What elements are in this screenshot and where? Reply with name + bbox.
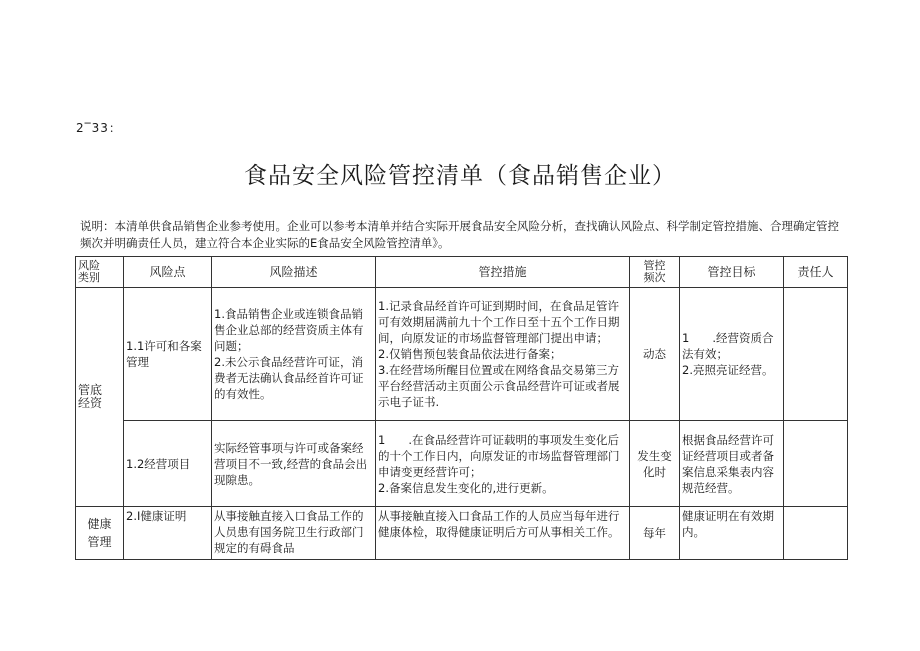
header-category: 风险类别 <box>76 257 124 288</box>
category-label: 管底经资 <box>78 383 103 410</box>
header-control-goal: 管控目标 <box>680 257 784 288</box>
table-row <box>76 421 848 507</box>
table-row <box>76 507 848 560</box>
risk-point-cell: 2.I健康证明 <box>124 507 212 560</box>
control-measures-cell: 1 .在食品经营许可证载明的事项发生变化后的十个工作日内，向原发证的市场监督管理部门申请变更经营许可； 2.备案信息发生变化的,进行更新。 <box>376 421 630 507</box>
header-control-measures: 管控措施 <box>376 257 630 288</box>
control-measures-cell: 从事接触直接入口食品工作的人员应当每年进行健康体检，取得健康证明后方可从事相关工作。 <box>376 507 630 560</box>
control-goal-cell: 1 .经营资质合法有效； 2.亮照亮证经营。 <box>680 288 784 421</box>
page-reference: 2‾33： <box>76 121 122 135</box>
control-goal-cell: 健康证明在有效期内。 <box>680 507 784 560</box>
header-risk-description: 风险描述 <box>212 257 376 288</box>
risk-description-cell: 1.食品销售企业或连锁食品销售企业总部的经营资质主体有问题； 2.未公示食品经营许可证，消费者无法确认食品经首许可证的有效性。 <box>212 288 376 421</box>
control-frequency-cell: 发生变化时 <box>630 421 680 507</box>
document-title: 食品安全风险管控清单（食品销售企业） <box>244 163 676 189</box>
category-cell <box>76 507 124 560</box>
control-frequency-cell: 每年 <box>630 507 680 560</box>
risk-point-cell: 1.2经营项目 <box>124 421 212 507</box>
risk-control-table <box>75 256 848 560</box>
header-control-frequency: 管控频次 <box>630 257 680 288</box>
document-note: 说明：本清单供食品销售企业参考使用。企业可以参考本清单并结合实际开展食品安全风险分析，查找确认风险点、科学制定管控措施、合理确定管控频次并明确责任人员，建立符合本企业实际的E食品安全风险管控清单》。 <box>80 219 839 250</box>
risk-point-cell: 1.1许可和各案管理 <box>124 288 212 421</box>
control-measures-cell: 1.记录食品经首许可证到期时间，在食品足管许可有效期届满前九十个工作日至十五个工作日期间，向原发证的市场监督管理部门提出申请； 2.仅销售预包装食品依法进行备案； 3.在经营场所醒目位置或在网络食品交易第三方平台经营活动主页面公示食品经营许可证或者展示电子证书. <box>376 288 630 421</box>
table-row <box>76 288 848 421</box>
category-cell <box>76 288 124 507</box>
control-goal-cell: 根据食品经营许可证经营项目或者备案信息采集表内容规范经营。 <box>680 421 784 507</box>
risk-description-cell: 实际经管事项与许可或备案经营项目不一致,经营的食品会出现隙患。 <box>212 421 376 507</box>
control-frequency-cell: 动态 <box>630 288 680 421</box>
header-owner: 责任人 <box>784 257 848 288</box>
owner-cell <box>784 288 848 421</box>
header-risk-point: 风险点 <box>124 257 212 288</box>
risk-description-cell: 从事接触直接入口食品工作的人员患有国务院卫生行政部门规定的有碍食品 <box>212 507 376 560</box>
owner-cell <box>784 507 848 560</box>
category-label: 健康管理 <box>87 517 112 549</box>
owner-cell <box>784 421 848 507</box>
table-header-row <box>76 257 848 288</box>
